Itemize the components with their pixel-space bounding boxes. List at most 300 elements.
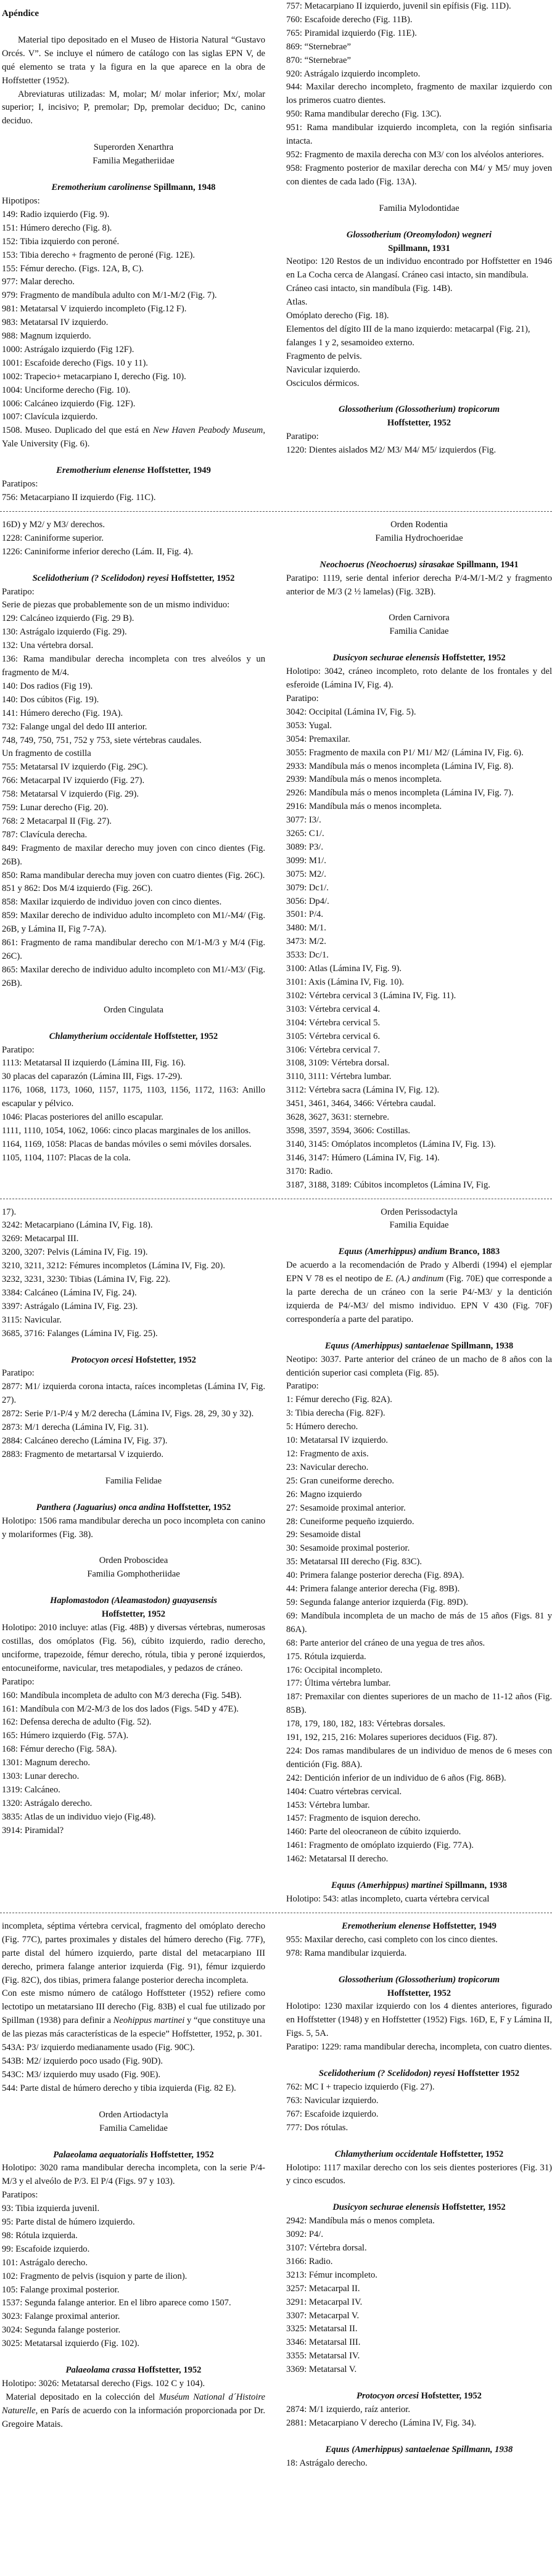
species-name: Palaeolama aequatorialis — [53, 2149, 148, 2160]
series-intro: Serie de piezas que probablemente son de un mismo individuo: — [2, 600, 230, 610]
specimen-entry: 850: Rama mandibular derecha muy joven con cuatro dientes (Fig. 26C). — [2, 870, 265, 880]
specimen-entry: 2926: Mandíbula más o menos incompleta (Lámina IV, Fig. 7). — [286, 788, 514, 798]
specimen-entry: 758: Metatarsal V izquierdo (Fig. 29). — [2, 789, 139, 800]
specimen-entry: 98: Rótula izquierda. — [2, 2230, 78, 2241]
species-author: Hoffstetter, 1949 — [145, 466, 211, 476]
order-label: Orden Carnivora — [389, 613, 450, 623]
species-name: Equus (Amerhippus) martinei — [331, 1881, 443, 1891]
specimen-entry: 1004: Unciforme derecho (Fig. 10). — [2, 385, 131, 395]
species-author: Spillmann, 1948 — [151, 183, 216, 193]
band-2-right-column — [276, 519, 552, 1192]
taxon-heading — [286, 202, 552, 216]
specimen-entry: 151: Húmero derecho (Fig. 8). — [2, 223, 112, 233]
specimen-list — [2, 1689, 265, 1838]
specimen-list — [286, 2403, 552, 2430]
specimen-entry: 35: Metatarsal III derecho (Fig. 83C). — [286, 1557, 422, 1567]
specimen-entry: 3501: P/4. — [286, 909, 324, 920]
specimen-entry: 3232, 3231, 3230: Tibias (Lámina IV, Fig. 22). — [2, 1274, 170, 1285]
paratype-text: Paratipo: 1119, serie dental inferior derecha P/4-M/1-M/2 y fragmento anterior de M/3 (2 ½ lamelas) (Fig. 32B). — [286, 573, 552, 597]
species-name: Neochoerus (Neochoerus) sirasakae — [319, 559, 455, 570]
specimen-entry: 988: Magnum izquierdo. — [2, 331, 91, 342]
neotype-text: De acuerdo a la recomendación de Prado y Alberdi (1994) el ejemplar EPN V 78 es el neotipo de E. (A.) andinum (Fig. 70E) que corresponde a la parte derecha de un cráneo con la serie P4/-M3/ y la dentición izquierda de P4/-M3/ del mismo individuo. EPN V 430 (Fig. 70F) correspondería a parte del paratipo. — [286, 1260, 552, 1324]
specimen-entry: 3480: M/1. — [286, 923, 326, 933]
species-heading — [286, 1920, 552, 1934]
species-author: Branco, 1883 — [447, 1247, 500, 1257]
specimen-entry: 760: Escafoide derecho (Fig. 11B). — [286, 14, 413, 25]
species-heading — [2, 181, 265, 195]
specimen-entry: 732: Falange ungal del dedo III anterior. — [2, 721, 147, 732]
specimen-list — [2, 491, 265, 505]
deposit-note: Material depositado en la colección del Muséum National d´Histoire Naturelle, en París de acuerdo con la información proporcionada por Dr. Gregoire Matais. — [2, 2392, 265, 2429]
band-2 — [0, 519, 552, 1192]
specimen-entry: 1228: Caniniforme superior. — [2, 533, 104, 543]
species-name: Panthera (Jaguarius) onca andina — [36, 1502, 165, 1512]
species-author: Spillmann, 1938 — [448, 1340, 514, 1351]
specimen-entry: 756: Metacarpiano II izquierdo (Fig. 11C). — [2, 493, 156, 502]
holotype-text: Holotipo: 1117 maxilar derecho con los seis dientes posteriores (Fig. 31) y cinco escudos. — [286, 2162, 552, 2186]
type-label: Paratipo: — [2, 586, 35, 597]
species-author: Hoffstetter, 1952 — [387, 418, 451, 429]
specimen-entry: 2874: M/1 izquierdo, raíz anterior. — [286, 2405, 411, 2414]
specimen-entry: 40: Primera falange posterior derecha (Fig. 89A). — [286, 1570, 464, 1581]
specimen-entry: 68: Parte anterior del cráneo de una yegua de tres años. — [286, 1638, 485, 1648]
species-heading — [286, 1340, 552, 1353]
specimen-entry: 3079: Dc1/. — [286, 882, 329, 893]
specimen-entry: 3473: M/2. — [286, 937, 326, 947]
species-name: Equus (Amerhippus) andium — [338, 1247, 447, 1257]
band-4-left-column — [0, 1920, 265, 2471]
specimen-entry: 178, 179, 180, 182, 183: Vértebras dorsales. — [286, 1719, 445, 1729]
specimen-list — [286, 2081, 552, 2135]
holotype-text: Holotipo: 543: atlas incompleto, cuarta vértebra cervical — [286, 1894, 490, 1904]
specimen-entry: 1176, 1068, 1173, 1060, 1157, 1175, 1103, 1156, 1172, 1163: Anillo escapular y pélvico. — [2, 1085, 265, 1109]
specimen-entry: 1303: Lunar derecho. — [2, 1771, 80, 1782]
species-author: Spillmann, 1941 — [454, 559, 519, 570]
specimen-entry: 1460: Parte del oleocraneon de cúbito izquierdo. — [286, 1827, 461, 1837]
specimen-entry: 168: Fémur derecho (Fig. 58A). — [2, 1744, 117, 1755]
specimen-entry: 767: Escafoide izquierdo. — [286, 2109, 379, 2119]
order-label: Orden Perissodactyla — [381, 1207, 458, 1217]
specimen-entry: 149: Radio izquierdo (Fig. 9). — [2, 209, 110, 219]
species-name: Scelidotherium (? Scelidodon) reyesi — [32, 573, 169, 583]
specimen-list — [286, 706, 552, 1192]
specimen-entry: 858: Maxilar izquierdo de individuo joven con cinco dientes. — [2, 897, 222, 908]
specimen-entry: 3242: Metacarpiano (Lámina IV, Fig. 18). — [2, 1220, 153, 1231]
species-name: Dusicyon sechurae elenensis — [332, 653, 440, 663]
holotype-text: Holotipo: 1506 rama mandibular derecha un poco incompleta con canino y molariformes (Fig. 38). — [2, 1516, 265, 1540]
taxon-heading — [286, 519, 552, 546]
specimen-entry: 1301: Magnum derecho. — [2, 1758, 91, 1768]
continued-list — [2, 519, 265, 559]
specimen-list — [2, 1380, 265, 1461]
specimen-entry: 1453: Vértebra lumbar. — [286, 1800, 370, 1810]
specimen-entry: 768: 2 Metacarpal II (Fig. 27). — [2, 816, 112, 826]
specimen-entry: 861: Fragmento de rama mandibular derecho con M/1-M/3 y M/4 (Fig. 26C). — [2, 938, 265, 961]
specimen-entry: 162: Defensa derecha de adulto (Fig. 52). — [2, 1717, 152, 1728]
specimen-entry: 3451, 3461, 3464, 3466: Vértebra caudal. — [286, 1099, 436, 1109]
specimen-entry: 1226: Caniniforme inferior derecho (Lám. II, Fig. 4). — [2, 546, 194, 557]
specimen-entry: Atlas. — [286, 297, 308, 308]
specimen-list — [2, 2202, 265, 2351]
specimen-list — [2, 1057, 265, 1165]
family-label: Familia Equidae — [389, 1220, 449, 1231]
specimen-entry: 3102: Vértebra cervical 3 (Lámina IV, Fig. 11). — [286, 990, 456, 1001]
family-label: Familia Mylodontidae — [379, 203, 459, 213]
species-heading — [286, 1245, 552, 1259]
specimen-list — [2, 612, 265, 990]
specimen-entry: 141: Húmero derecho (Fig. 19A). — [2, 708, 123, 718]
species-name: Chlamytherium occidentale — [49, 1031, 152, 1041]
specimen-entry: 165: Húmero izquierdo (Fig. 57A). — [2, 1731, 129, 1741]
specimen-entry: 3055: Fragmento de maxila con P1/ M1/ M2/ (Lámina IV, Fig. 6). — [286, 747, 524, 758]
specimen-entry: 2933: Mandíbula más o menos incompleta (Lámina IV, Fig. 8). — [286, 761, 514, 771]
species-heading — [2, 2149, 265, 2162]
specimen-entry: 3146, 3147: Húmero (Lámina IV, Fig. 14). — [286, 1152, 440, 1163]
specimen-entry: 543B: M2/ izquierdo poco usado (Fig. 90D). — [2, 2056, 163, 2066]
species-heading — [286, 2148, 552, 2162]
continued-text: incompleta, séptima vértebra cervical, fragmento del omóplato derecho (Fig. 77C), partes proximales y distales del húmero derecho (Fig. 77F), parte distal del húmero izquierdo, parte distal del metacarpiano III derecho, primera falange anterior izquierda (Fig. 91), fémur izquierdo (Fig. 82C), dos tibias, primera falange posterior derecha incompleta. — [2, 1921, 265, 1985]
taxon-heading — [2, 2109, 265, 2136]
specimen-entry: Elementos del dígito III de la mano izquierdo: metacarpal (Fig. 21), falanges 1 y 2, sesamoideo externo. — [286, 324, 530, 348]
continued-list — [2, 1206, 265, 1341]
specimen-entry: 155: Fémur derecho. (Figs. 12A, B, C). — [2, 263, 144, 274]
specimen-entry: 3533: Dc/1. — [286, 950, 329, 961]
species-name: Eremotherium carolinense — [51, 183, 152, 193]
specimen-entry: 101: Astrágalo derecho. — [2, 2257, 88, 2268]
specimen-entry: 944: Maxilar derecho incompleto, fragmento de maxilar izquierdo con los primeros cuatro dientes. — [286, 82, 552, 106]
specimen-entry: 3914: Piramidal? — [2, 1825, 64, 1836]
paratype-text: Paratipo: 1229: rama mandibular derecha, incompleta, con cuatro dientes. — [286, 2042, 552, 2053]
specimen-entry: 1113: Metatarsal II izquierdo (Lámina III, Fig. 16). — [2, 1058, 186, 1069]
type-label: Paratipo: — [286, 693, 319, 703]
specimen-entry: 1537: Segunda falange anterior. En el libro aparece como 1507. — [2, 2298, 231, 2308]
specimen-entry: 105: Falange proximal posterior. — [2, 2284, 120, 2295]
specimen-entry: 981: Metatarsal V izquierdo incompleto (Fig.12 F). — [2, 304, 187, 314]
specimen-entry: 191, 192, 215, 216: Molares superiores deciduos (Fig. 87). — [286, 1733, 498, 1743]
specimen-entry: 766: Metacarpal IV izquierdo (Fig. 27). — [2, 776, 145, 786]
specimen-entry: 544: Parte distal de húmero derecho y tibia izquierda (Fig. 82 E). — [2, 2083, 236, 2093]
specimen-entry: 26: Magno izquierdo — [286, 1489, 362, 1499]
specimen-entry: 102: Fragmento de pelvis (isquion y parte de ilion). — [2, 2271, 187, 2281]
species-heading — [286, 2201, 552, 2215]
species-author: Spillmann, 1931 — [388, 243, 450, 253]
specimen-entry: 2884: Calcáneo derecho (Lámina IV, Fig. 37). — [2, 1436, 168, 1446]
species-heading — [2, 572, 265, 586]
specimen-entry: 763: Navicular izquierdo. — [286, 2095, 379, 2106]
specimen-entry: 983: Metatarsal IV izquierdo. — [2, 318, 109, 328]
specimen-entry: 3835: Atlas de un individuo viejo (Fig.48). — [2, 1811, 156, 1822]
specimen-entry: 3257: Metacarpal II. — [286, 2283, 360, 2294]
species-author: Hoffstetter, 1952 — [439, 653, 506, 663]
type-label: Paratipo: — [2, 1368, 35, 1379]
specimen-entry: 1006: Calcáneo izquierdo (Fig. 12F). — [2, 398, 136, 409]
specimen-entry: Un fragmento de costilla — [2, 749, 91, 759]
specimen-entry: 3105: Vértebra cervical 6. — [286, 1031, 381, 1041]
specimen-entry: 3023: Falange proximal anterior. — [2, 2311, 120, 2322]
species-author: Hoffstetter 1952 — [455, 2069, 520, 2079]
specimen-entry: 30 placas del caparazón (Lámina III, Figs. 17-29). — [2, 1072, 183, 1082]
specimen-list — [286, 2215, 552, 2377]
specimen-entry: 1320: Astrágalo derecho. — [2, 1798, 93, 1808]
taxon-heading — [2, 1475, 265, 1488]
species-author: Hoffstetter, 1952 — [437, 2149, 504, 2159]
taxon-heading — [286, 612, 552, 639]
specimen-entry: 59: Segunda falange anterior izquierda (Fig. 89D). — [286, 1597, 469, 1607]
specimen-entry: 3054: Premaxilar. — [286, 734, 350, 744]
specimen-entry: 2942: Mandíbula más o menos completa. — [286, 2216, 435, 2226]
specimen-entry: 153: Tibia derecho + fragmento de peroné (Fig. 12E). — [2, 250, 196, 260]
specimen-entry: 1462: Metatarsal II derecho. — [286, 1854, 389, 1864]
taxon-heading — [2, 141, 265, 168]
specimen-list — [286, 444, 552, 457]
species-heading — [286, 2443, 552, 2457]
specimen-entry: 543A: P3/ izquierdo medianamente usado (Fig. 90C). — [2, 2043, 195, 2053]
specimen-entry: 3053: Yugal. — [286, 720, 332, 731]
specimen-entry: 2873: M/1 derecha (Lámina IV, Fig. 31). — [2, 1422, 149, 1433]
lectotype-note: Con este mismo número de catálogo Hoffstteter (1952) refiere como lectotipo un metatarsiano III derecho (Fig. 83B) el cual fue utilizado por Spillman (1938) para definir a Neohippus martinei y “que constituye una de las piezas más características de la especie” Hoffstetter, 1952, p. 301. — [2, 1988, 265, 2040]
specimen-entry: 3101: Axis (Lámina IV, Fig. 10). — [286, 977, 405, 987]
order-label: Orden Artiodactyla — [99, 2109, 168, 2120]
order-label: Orden Rodentia — [390, 519, 448, 530]
specimen-entry: 920: Astrágalo izquierdo incompleto. — [286, 68, 421, 79]
species-heading — [2, 1354, 265, 1368]
specimen-entry: 3077: I3/. — [286, 815, 321, 826]
holotype-text: Holotipo: 3020 rama mandibular derecha incompleta, con la serie P/4-M/3 y el alveólo de P/3. El P/4 (Figs. 97 y 103). — [2, 2163, 265, 2187]
species-heading — [2, 2364, 265, 2377]
specimen-entry: 3075: M2/. — [286, 869, 326, 879]
specimen-entry: 1461: Fragmento de omóplato izquierdo (Fig. 77A). — [286, 1840, 474, 1851]
specimen-entry: 3598, 3597, 3594, 3606: Costillas. — [286, 1125, 411, 1136]
specimen-entry: 979: Fragmento de mandíbula adulto con M/1-M/2 (Fig. 7). — [2, 290, 217, 301]
species-name: Glossotherium (Oreomylodon) wegneri — [346, 229, 492, 240]
specimen-entry: 765: Piramidal izquierdo (Fig. 11E). — [286, 28, 417, 38]
specimen-entry: 140: Dos radios (Fig 19). — [2, 681, 93, 691]
species-author: Hofstetter, 1952 — [418, 2391, 482, 2402]
specimen-entry: 1404: Cuatro vértebras cervical. — [286, 1786, 402, 1797]
specimen-entry: Navicular izquierdo. — [286, 364, 360, 375]
specimen-entry: 136: Rama mandibular derecha incompleta con tres alveólos y un fragmento de M/4. — [2, 654, 265, 678]
specimen-entry: 3115: Navicular. — [2, 1315, 62, 1325]
specimen-entry: 1: Fémur derecho (Fig. 82A). — [286, 1395, 392, 1405]
specimen-entry: 3346: Metatarsal III. — [286, 2337, 361, 2348]
band-1-right-column — [276, 0, 552, 505]
family-label: Familia Canidae — [389, 626, 449, 637]
species-name: Scelidotherium (? Scelidodon) reyesi — [318, 2069, 455, 2079]
specimen-entry: 1111, 1110, 1054, 1062, 1066: cinco placas marginales de los anillos. — [2, 1125, 251, 1136]
band-2-left-column — [0, 519, 265, 1192]
species-name: Haplomastodon (Aleamastodon) guayasensis — [50, 1596, 217, 1606]
specimen-entry: 140: Dos cúbitos (Fig. 19). — [2, 694, 99, 705]
specimen-list — [286, 0, 552, 189]
family-label: Familia Gomphotheriidae — [87, 1569, 180, 1580]
specimen-entry: 3187, 3188, 3189: Cúbitos incompletos (Lámina IV, Fig. — [286, 1179, 490, 1190]
specimen-entry: 3: Tibia derecha (Fig. 82F). — [286, 1408, 385, 1419]
specimen-entry: 3325: Metatarsal II. — [286, 2324, 358, 2334]
species-heading — [286, 652, 552, 665]
species-name: Equus (Amerhippus) santaelenae Spillmann, 1938 — [325, 2444, 513, 2455]
holotype-text: Holotipo: 1230 maxilar izquierdo con los 4 dientes anteriores, figurado en Hoffstetter (1948) y en Hoffstetter (1952) Figs. 16D, E, F y Lámina II, Figs. 5, 5A. — [286, 2001, 552, 2039]
specimen-entry: 3112: Vértebra sacra (Lámina IV, Fig. 12). — [286, 1085, 440, 1096]
specimen-entry: 787: Clavícula derecha. — [2, 829, 88, 840]
specimen-entry: 10: Metatarsal IV izquierdo. — [286, 1435, 389, 1446]
specimen-entry: 1457: Fragmento de isquion derecho. — [286, 1813, 421, 1824]
specimen-entry: 977: Malar derecho. — [2, 277, 75, 287]
specimen-entry: 3025: Metatarsal izquierdo (Fig. 102). — [2, 2339, 139, 2349]
specimen-entry: 3685, 3716: Falanges (Lámina IV, Fig. 25). — [2, 1328, 158, 1339]
specimen-entry: 3384: Calcáneo (Lámina IV, Fig. 24). — [2, 1287, 137, 1298]
species-heading — [2, 464, 265, 478]
species-author: Hoffstetter, 1952 — [152, 1031, 218, 1041]
band-1 — [0, 0, 552, 505]
type-label: Paratipos: — [2, 479, 38, 490]
specimen-entry: 3307: Metacarpal V. — [286, 2310, 360, 2321]
species-heading — [2, 1501, 265, 1515]
specimen-entry: 1001: Escafoide derecho (Figs. 10 y 11). — [2, 358, 148, 368]
specimen-entry: 851 y 862: Dos M/4 izquierdo (Fig. 26C). — [2, 884, 153, 894]
species-name: Eremotherium elenense — [342, 1921, 431, 1931]
specimen-entry: 3369: Metatarsal V. — [286, 2365, 357, 2375]
specimen-entry: 3355: Metatarsal IV. — [286, 2351, 360, 2361]
order-label: Orden Proboscidea — [99, 1556, 168, 1566]
holotype-text: Holotipo: 3042, cráneo incompleto, roto delante de los frontales y del esferoide (Lámina IV, Fig. 4). — [286, 667, 552, 691]
specimen-entry: 17). — [2, 1207, 17, 1217]
species-author: Hoffstetter, 1952 — [135, 2365, 202, 2376]
band-4-right-column — [276, 1920, 552, 2471]
specimen-entry: 3213: Fémur incompleto. — [286, 2270, 377, 2280]
neotype-text: Neotipo: 3037. Parte anterior del cráneo de un macho de 8 años con la dentición superior casi completa (Fig. 85). — [286, 1354, 552, 1378]
species-author: Hoffstetter, 1952 — [101, 1609, 166, 1620]
specimen-entry: 3291: Metacarpal IV. — [286, 2297, 363, 2307]
holotype-text: Holotipo: 3026: Metatarsal derecho (Figs. 102 C y 104). — [2, 2379, 205, 2389]
specimen-entry: 44: Primera falange anterior derecha (Fig. 89B). — [286, 1584, 460, 1594]
type-label: Paratipos: — [2, 2190, 38, 2201]
specimen-entry: 3104: Vértebra cervical 5. — [286, 1017, 381, 1028]
species-heading — [286, 559, 552, 572]
species-name: Eremotherium elenense — [56, 466, 146, 476]
specimen-entry: 3024: Segunda falange posterior. — [2, 2325, 121, 2336]
specimen-list — [286, 282, 552, 390]
specimen-entry: 3106: Vértebra cervical 7. — [286, 1044, 381, 1055]
specimen-entry: 3170: Radio. — [286, 1166, 333, 1176]
family-label: Familia Camelidae — [99, 2123, 168, 2133]
neotype-text: Neotipo: 120 Restos de un individuo encontrado por Hoffstetter en 1946 en La Cocha cerca de Alangasí. Cráneo casi intacto, sin mandíbula. — [286, 256, 552, 281]
specimen-entry: 3265: C1/. — [286, 829, 324, 839]
type-label: Paratipo: — [286, 432, 319, 442]
specimen-entry: 3269: Metacarpal III. — [2, 1234, 79, 1244]
specimen-entry: 176: Occipital incompleto. — [286, 1665, 383, 1675]
specimen-entry: 5: Húmero derecho. — [286, 1422, 358, 1432]
species-author: Hoffstetter, 1952 — [439, 2202, 506, 2213]
family-label: Familia Hydrochoeridae — [375, 533, 463, 543]
specimen-entry: 543C: M3/ izquierdo muy usado (Fig. 90E). — [2, 2069, 160, 2080]
specimen-entry: Fragmento de pelvis. — [286, 351, 362, 361]
specimen-entry: 849: Fragmento de maxilar derecho muy joven con cinco dientes (Fig. 26B). — [2, 843, 265, 867]
specimen-entry: 23: Navicular derecho. — [286, 1462, 369, 1472]
band-3-right-column — [276, 1206, 552, 1906]
specimen-entry: 869: “Sternebrae” — [286, 41, 351, 52]
order-label: Orden Cingulata — [104, 1004, 163, 1015]
species-author: Hoffstetter, 1952 — [387, 1988, 451, 1998]
taxon-heading — [2, 1554, 265, 1581]
specimen-entry: 29: Sesamoide distal — [286, 1530, 361, 1540]
specimen-list — [286, 1393, 552, 1866]
species-heading — [2, 1030, 265, 1044]
species-author: Hoffstetter, 1952 — [165, 1502, 231, 1512]
specimen-entry: 1046: Placas posteriores del anillo escapular. — [2, 1112, 163, 1123]
specimen-entry: 865: Maxilar derecho de individuo adulto incompleto con M1/-M3/ (Fig. 26B). — [2, 964, 265, 988]
species-author: Spillmann, 1938 — [442, 1881, 508, 1891]
specimen-entry: 762: MC I + trapecio izquierdo (Fig. 27). — [286, 2082, 435, 2092]
specimen-entry: 28: Cuneiforme pequeño izquierdo. — [286, 1516, 414, 1527]
specimen-entry: 152: Tibia izquierdo con peroné. — [2, 236, 120, 247]
specimen-entry: 2872: Serie P/1-P/4 y M/2 derecha (Lámina IV, Figs. 28, 29, 30 y 32). — [2, 1409, 254, 1419]
specimen-entry: 978: Rama mandibular izquierda. — [286, 1948, 407, 1958]
specimen-entry: 3166: Radio. — [286, 2256, 333, 2266]
specimen-entry: 2916: Mandíbula más o menos incompleta. — [286, 802, 442, 812]
specimen-entry: 187: Premaxilar con dientes superiores de un macho de 11-12 años (Fig. 85B). — [286, 1692, 552, 1716]
species-name: Glossotherium (Glossotherium) tropicorum — [338, 1974, 500, 1985]
specimen-entry: 27: Sesamoide proximal anterior. — [286, 1503, 406, 1513]
specimen-entry: 870: “Sternebrae” — [286, 55, 351, 65]
specimen-entry: 177: Última vértebra lumbar. — [286, 1678, 391, 1689]
specimen-list — [2, 208, 265, 425]
specimen-entry: 3210, 3211, 3212: Fémures incompletos (Lámina IV, Fig. 20). — [2, 1261, 225, 1271]
specimen-entry: 2939: Mandíbula más o menos incompleta. — [286, 774, 442, 785]
specimen-list — [286, 1934, 552, 1961]
specimen-entry: 132: Una vértebra dorsal. — [2, 641, 94, 651]
abbreviations-paragraph: Abreviaturas utilizadas: M, molar; M/ molar inferior; Mx/, molar superior; I, incisivo; P, premolar; Dp, premolar deciduo; Dc, canino deciduo. — [2, 89, 265, 126]
specimen-entry: 3099: M1/. — [286, 855, 326, 866]
specimen-entry: 130: Astrágalo izquierdo (Fig. 29). — [2, 627, 127, 638]
specimen-entry: 1508. Museo. Duplicado del que está en New Haven Peabody Museum, Yale University (Fig. 6). — [2, 425, 265, 449]
species-heading — [286, 2390, 552, 2403]
intro-paragraph: Material tipo depositado en el Museo de Historia Natural “Gustavo Orcés. V”. Se incluye el número de catálogo con las siglas EPN V, de qué elemento se trata y la figura en la que aparece en la obra de Hoffstetter (1952). — [2, 35, 265, 86]
species-author: Hoffstetter, 1952 — [168, 573, 235, 583]
superorder-label: Superorden Xenarthra — [93, 142, 174, 153]
specimen-entry: 859: Maxilar derecho de individuo adulto incompleto con M1/-M4/ (Fig. 26B, y Lámina II, Fig 7-7A). — [2, 911, 265, 935]
specimen-entry: 748, 749, 750, 751, 752 y 753, siete vértebras caudales. — [2, 735, 202, 745]
species-author: Hoffstetter, 1949 — [430, 1921, 496, 1931]
specimen-entry: 1319: Calcáneo. — [2, 1784, 60, 1795]
species-heading — [286, 2067, 552, 2081]
specimen-entry: 242: Dentición inferior de un individuo de 6 años (Fig. 86B). — [286, 1773, 506, 1783]
type-label: Paratipo: — [2, 1044, 35, 1055]
specimen-entry: 3100: Atlas (Lámina IV, Fig. 9). — [286, 964, 402, 974]
specimen-entry: 3108, 3109: Vértebra dorsal. — [286, 1058, 390, 1069]
specimen-entry: 958: Fragmento posterior de maxilar derecha con M4/ y M5/ muy joven con dientes de cada lado (Fig. 13A). — [286, 163, 552, 187]
specimen-entry: 950: Rama mandibular derecho (Fig. 13C). — [286, 109, 442, 120]
specimen-entry: 1105, 1104, 1107: Placas de la cola. — [2, 1152, 131, 1163]
specimen-entry: 161: Mandíbula con M/2-M/3 de los dos lados (Figs. 54D y 47E). — [2, 1704, 239, 1714]
section-divider — [0, 511, 552, 512]
specimen-entry: 18: Astrágalo derecho. — [286, 2458, 368, 2468]
specimen-entry: 759: Lunar derecho (Fig. 20). — [2, 803, 109, 813]
specimen-entry: 2883: Fragmento de metartarsal V izquierdo. — [2, 1449, 164, 1459]
specimen-entry: 777: Dos rótulas. — [286, 2122, 348, 2133]
specimen-entry: 224: Dos ramas mandibulares de un individuo de menos de 6 meses con dentición (Fig. 88A). — [286, 1745, 552, 1770]
specimen-entry: 955: Maxilar derecho, casi completo con los cinco dientes. — [286, 1934, 498, 1945]
specimen-entry: 2881: Metacarpiano V derecho (Lámina IV, Fig. 34). — [286, 2418, 477, 2428]
specimen-list — [2, 2041, 265, 2096]
taxon-heading — [2, 1004, 265, 1017]
band-3 — [0, 1206, 552, 1906]
specimen-entry: 1007: Clavícula izquierdo. — [2, 412, 98, 422]
specimen-entry: 160: Mandíbula incompleta de adulto con M/3 derecha (Fig. 54B). — [2, 1690, 242, 1700]
species-heading — [286, 1879, 552, 1893]
specimen-entry: 1164, 1169, 1058: Placas de bandas móviles o semi móviles dorsales. — [2, 1139, 252, 1149]
appendix-title: Apéndice — [2, 9, 39, 18]
specimen-entry: 3056: Dp4/. — [286, 896, 329, 906]
